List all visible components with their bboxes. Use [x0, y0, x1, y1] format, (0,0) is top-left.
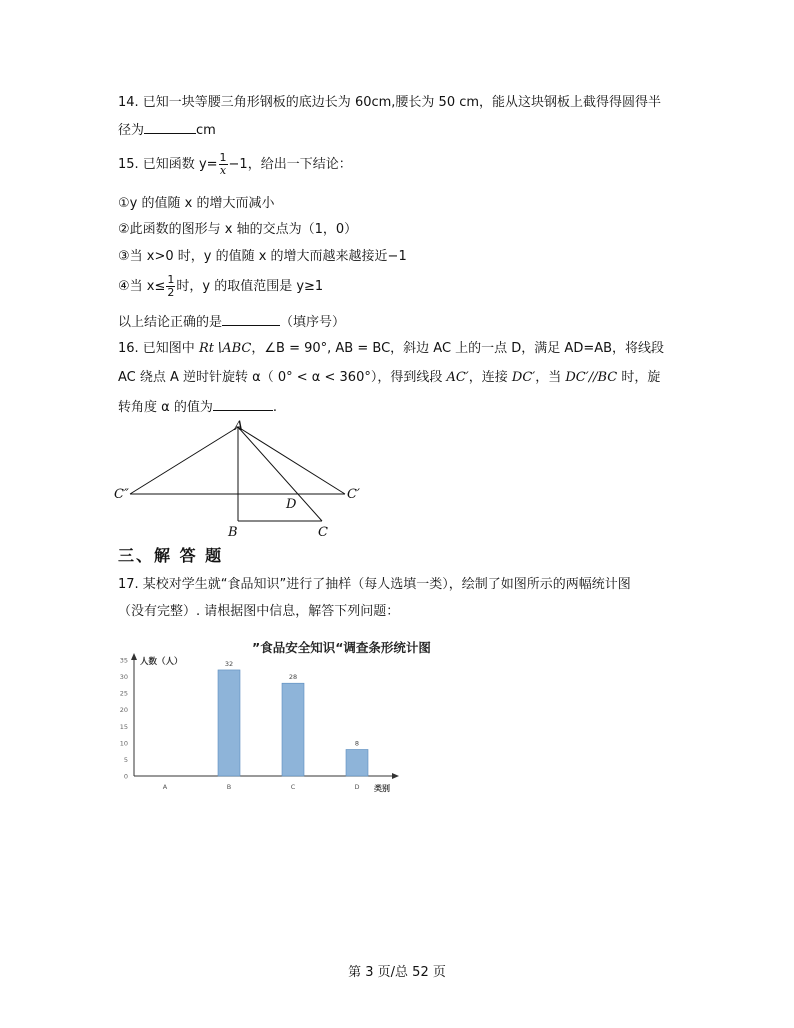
q16-line1-a: 16. 已知图中: [118, 341, 199, 356]
q16-segment-dc: DC′: [511, 370, 536, 385]
q16-line2: [118, 369, 660, 387]
q15-prefix: 15. 已知函数 y=: [118, 157, 218, 172]
y-tick-label: 20: [119, 706, 128, 715]
q17-line1: 17. 某校对学生就“食品知识”进行了抽样（每人选填一类），绘制了如图所示的两幅统计图: [118, 577, 631, 592]
x-axis-label: 类别: [374, 784, 390, 793]
q16-line2-a: AC 绕点 A 逆时针旋转 α（ 0° < α < 360°），得到线段: [118, 370, 447, 385]
q15-fraction: [219, 152, 228, 177]
y-tick-label: 5: [123, 755, 128, 764]
y-tick-label: 10: [119, 739, 128, 748]
segment-a-c: [238, 427, 322, 521]
y-tick-label: 35: [119, 656, 128, 665]
category-label: C: [290, 783, 296, 791]
q15-item4-prefix: ④当 x≤: [118, 279, 166, 294]
q16-line2-b: ，连接: [468, 370, 512, 385]
y-tick-label: 30: [119, 673, 128, 682]
segment-a-c2: [130, 427, 238, 494]
label-b: B: [228, 525, 238, 540]
q16-segment-ac: AC′: [446, 370, 469, 385]
q14-line2-prefix: 径为: [118, 123, 145, 138]
label-c-double-prime: C″: [114, 487, 129, 502]
label-c-prime: C′: [347, 487, 360, 502]
q15-item4-fraction: [166, 274, 175, 299]
q16-answer-blank: [213, 397, 273, 411]
chart-bars: [218, 660, 368, 776]
label-a: A: [234, 419, 244, 434]
q15-item-1: ①y 的值随 x 的增大而减小: [118, 196, 275, 211]
bar-chart: [112, 636, 431, 796]
q14-line1: 14. 已知一块等腰三角形钢板的底边长为 60cm,腰长为 50 cm，能从这块钢板上截得得圆得半: [118, 95, 662, 110]
category-label: D: [354, 783, 360, 791]
q14-answer-blank: [144, 120, 196, 134]
q17-line2: （没有完整）. 请根据图中信息，解答下列问题：: [118, 604, 400, 619]
y-tick-label: 0: [123, 772, 128, 781]
q16-line3-prefix: 转角度 α 的值为: [118, 400, 213, 415]
q15-stem: [118, 150, 352, 180]
y-tick-label: 15: [119, 722, 128, 731]
q16-line1: [118, 340, 664, 358]
bar-B: [218, 670, 240, 776]
q16-rt-triangle: Rt∖ABC: [198, 341, 252, 356]
q15-conclusion-suffix: （填序号）: [280, 315, 346, 330]
category-label: A: [162, 783, 168, 791]
q15-item-3: ③当 x>0 时，y 的值随 x 的增大而越来越接近−1: [118, 249, 407, 264]
q14-line2: [118, 120, 216, 140]
q15-item4-frac-den: 2: [167, 286, 175, 299]
q16-line3-suffix: .: [272, 400, 277, 415]
q15-item4-suffix: 时，y 的取值范围是 y≥1: [176, 279, 324, 294]
bar-value-label: 32: [224, 659, 234, 668]
bar-value-label: 28: [288, 673, 298, 682]
q15-frac-num: 1: [219, 151, 227, 164]
q15-item4-frac-num: 1: [167, 273, 175, 286]
x-axis-arrow: [392, 773, 399, 779]
category-label: B: [226, 783, 232, 791]
q16-line3: [118, 397, 277, 417]
chart-title: ”食品安全知识“调查条形统计图: [252, 640, 431, 655]
label-d: D: [286, 497, 297, 512]
q15-answer-blank: [222, 312, 280, 326]
q15-conclusion: [118, 312, 345, 332]
page-footer: 第 3 页/总 52 页: [348, 965, 446, 980]
q15-item-4: [118, 272, 323, 302]
y-axis-label: 人数（人）: [140, 657, 183, 667]
segment-a-c1: [238, 427, 345, 494]
q16-line1-b: ，∠B = 90°, AB = BC，斜边 AC 上的一点 D，满足 AD=AB，将线段: [251, 341, 665, 356]
label-c: C: [318, 525, 328, 540]
q15-item-2: ②此函数的图形与 x 轴的交点为（1，0）: [118, 222, 358, 237]
chart-y-ticks: [120, 657, 128, 781]
q14-unit: cm: [196, 123, 216, 138]
q16-line2-d: 时，旋: [617, 370, 661, 385]
bar-D: [346, 749, 368, 776]
q16-line2-c: ，当: [535, 370, 566, 385]
chart-categories: [163, 783, 360, 791]
q16-geometry-figure: [110, 418, 370, 543]
q15-frac-den: x: [219, 164, 227, 177]
y-tick-label: 25: [119, 689, 128, 698]
section-heading: 三、解 答 题: [118, 546, 224, 565]
y-axis-arrow: [131, 653, 137, 660]
q15-conclusion-prefix: 以上结论正确的是: [118, 315, 223, 330]
bar-value-label: 8: [354, 739, 360, 748]
q15-suffix: −1，给出一下结论：: [228, 157, 352, 172]
q16-parallel: DC′//BC: [565, 370, 618, 385]
bar-C: [282, 683, 304, 776]
